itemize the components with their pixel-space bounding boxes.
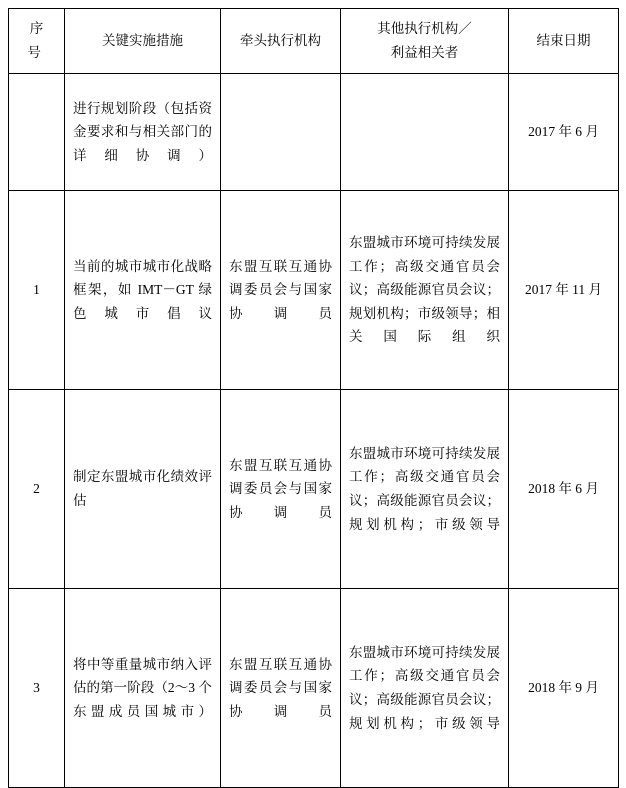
- cell-lead-agency: [221, 74, 341, 191]
- implementation-measures-table: [8, 8, 619, 788]
- column-header-other-agencies-line1: 其他执行机构／: [377, 21, 472, 37]
- cell-other-agencies: [341, 74, 509, 191]
- column-header-measures: 关键实施措施: [65, 9, 221, 74]
- table-row: [9, 589, 619, 788]
- column-header-seq-label: 序 号: [27, 21, 67, 60]
- column-header-seq: [9, 9, 65, 74]
- cell-end-date: 2017 年 11 月: [509, 191, 619, 390]
- cell-seq: 1: [9, 191, 65, 390]
- cell-lead-agency: 东盟互联互通协调委员会与国家协调员: [221, 589, 341, 788]
- cell-seq: 3: [9, 589, 65, 788]
- column-header-lead-agency: 牵头执行机构: [221, 9, 341, 74]
- cell-lead-agency: 东盟互联互通协调委员会与国家协调员: [221, 191, 341, 390]
- table-header-row: [9, 9, 619, 74]
- table-row: [9, 390, 619, 589]
- table-header: [9, 9, 619, 74]
- table-body: [9, 74, 619, 788]
- cell-end-date: 2018 年 6 月: [509, 390, 619, 589]
- table-row: [9, 191, 619, 390]
- cell-measures: 当前的城市城市化战略框架，如 IMT－GT 绿色城市倡议: [65, 191, 221, 390]
- cell-seq: [9, 74, 65, 191]
- column-header-end-date: 结束日期: [509, 9, 619, 74]
- column-header-other-agencies: [341, 9, 509, 74]
- cell-other-agencies: 东盟城市环境可持续发展工作；高级交通官员会议；高级能源官员会议；规划机构；市级领导；相关国际组织: [341, 191, 509, 390]
- cell-seq: 2: [9, 390, 65, 589]
- table-row: [9, 74, 619, 191]
- cell-end-date: 2017 年 6 月: [509, 74, 619, 191]
- cell-measures: 进行规划阶段（包括资金要求和与相关部门的详细协调）: [65, 74, 221, 191]
- cell-measures: 将中等重量城市纳入评估的第一阶段（2～3 个东盟成员国城市）: [65, 589, 221, 788]
- cell-end-date: 2018 年 9 月: [509, 589, 619, 788]
- column-header-other-agencies-line2: 利益相关者: [390, 45, 459, 60]
- cell-other-agencies: 东盟城市环境可持续发展工作；高级交通官员会议；高级能源官员会议；规划机构；市级领导: [341, 390, 509, 589]
- cell-measures: 制定东盟城市化绩效评估: [65, 390, 221, 589]
- cell-other-agencies: 东盟城市环境可持续发展工作；高级交通官员会议；高级能源官员会议；规划机构；市级领导: [341, 589, 509, 788]
- cell-lead-agency: 东盟互联互通协调委员会与国家协调员: [221, 390, 341, 589]
